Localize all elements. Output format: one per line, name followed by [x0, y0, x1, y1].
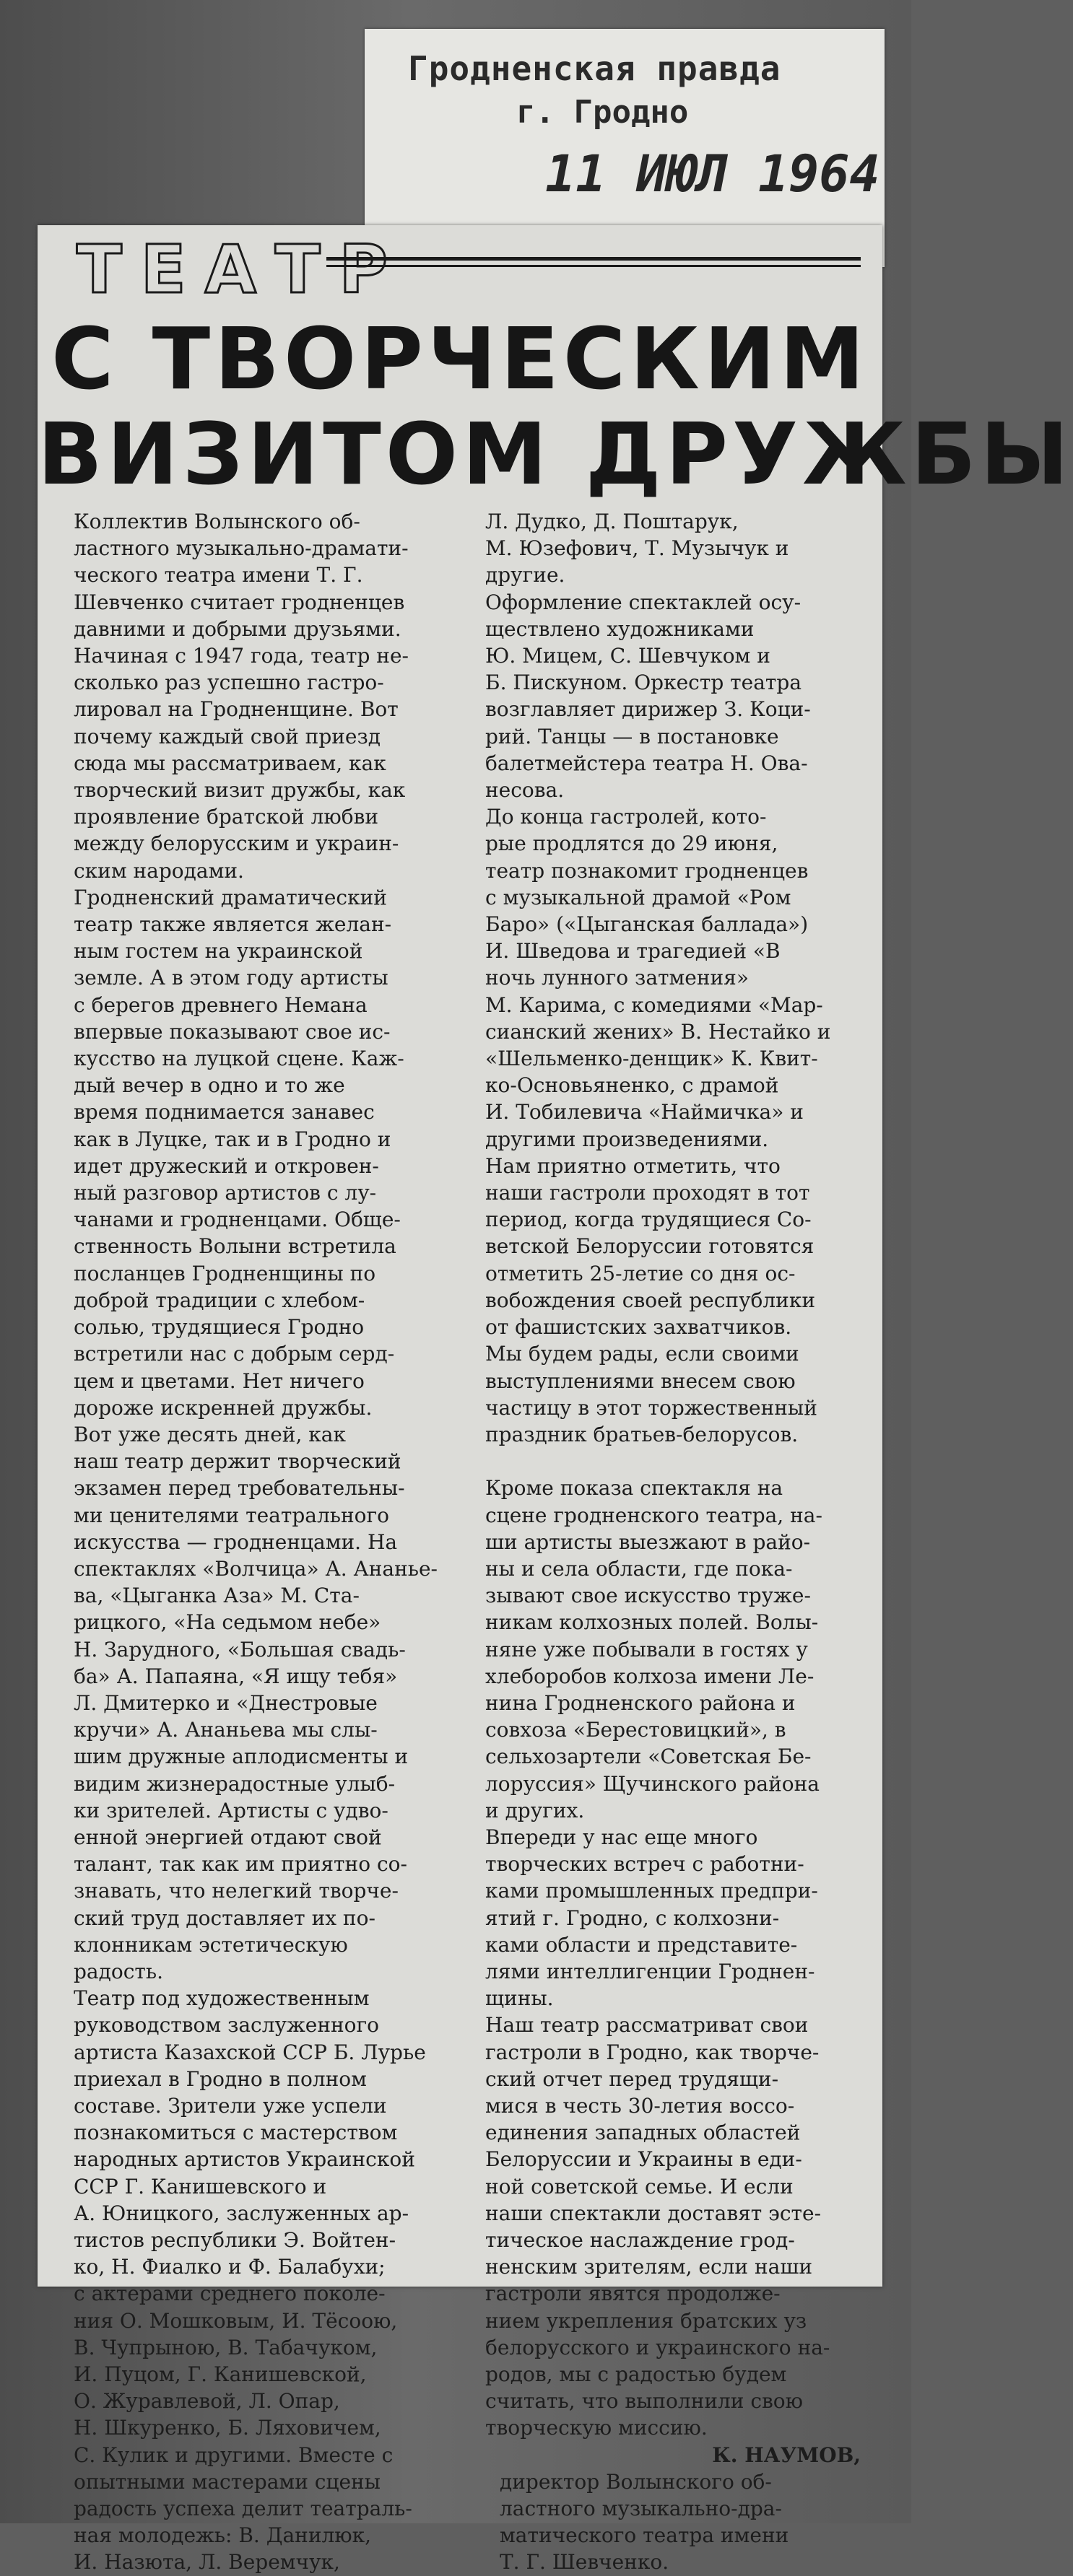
article-line: экзамен перед требовательны-: [74, 1476, 405, 1501]
article-line: мися в честь 30-летия воссо-: [485, 2093, 795, 2118]
article-line: творческий визит дружбы, как: [74, 778, 406, 803]
article-line: клонникам эстетическую: [74, 1932, 348, 1957]
article-line: Шевченко считает гродненцев: [74, 590, 405, 614]
article-line: наши спектакли доставят эсте-: [485, 2201, 822, 2225]
article-line: Н. Шкуренко, Б. Ляховичем,: [74, 2416, 381, 2440]
article-line: гастроли в Гродно, как творче-: [485, 2040, 820, 2064]
article-line: никам колхозных полей. Волы-: [485, 1610, 819, 1635]
article-line: балетмейстера театра Н. Ова-: [485, 751, 808, 775]
article-line: ба» А. Папаяна, «Я ищу тебя»: [74, 1664, 398, 1688]
rubric-rule: [326, 257, 861, 267]
stamp-newspaper-name: Гродненская правда: [408, 49, 781, 88]
article-line: сюда мы рассматриваем, как: [74, 751, 386, 775]
article-line: ществлено художниками: [485, 616, 755, 641]
article-line: отметить 25-летие со дня ос-: [485, 1261, 796, 1285]
article-line: Кроме показа спектакля на: [485, 1476, 783, 1501]
article-line: знавать, что нелегкий творче-: [74, 1879, 399, 1903]
article-line: Вот уже десять дней, как: [74, 1422, 346, 1446]
article-line: М. Юзефович, Т. Музычук и: [485, 536, 789, 561]
article-line: почему каждый свой приезд: [74, 724, 381, 748]
article-column-right-body: [485, 508, 861, 2442]
article-line: рицкого, «На седьмом небе»: [74, 1610, 381, 1635]
article-line: ский труд доставляет их по-: [74, 1905, 375, 1930]
article-line: ным гостем на украинской: [74, 939, 363, 964]
article-line: идет дружеский и откровен-: [74, 1153, 379, 1178]
article-line: с берегов древнего Немана: [74, 992, 368, 1017]
newspaper-clipping: [38, 225, 1073, 2575]
article-line: И. Шведова и трагедией «В: [485, 939, 781, 964]
article-line: Наш театр рассматриват свои: [485, 2013, 809, 2038]
article-line: между белорусским и украин-: [74, 831, 399, 856]
article-column-left: [74, 508, 478, 2576]
article-line: Коллектив Волынского об-: [74, 510, 360, 533]
article-line: ки зрителей. Артисты с удво-: [74, 1798, 388, 1822]
article-line: ческого театра имени Т. Г.: [74, 563, 363, 588]
article-line: ная молодежь: В. Данилюк,: [74, 2523, 372, 2548]
article-line: от фашистских захватчиков.: [485, 1315, 792, 1340]
article-line: енной энергией отдают свой: [74, 1825, 382, 1849]
article-line: радость.: [74, 1959, 164, 1983]
article-line: Ю. Мицем, С. Шевчуком и: [485, 644, 770, 668]
article-line: наш театр держит творческий: [74, 1449, 401, 1474]
article-line: Л. Дмитерко и «Днестровые: [74, 1690, 378, 1715]
article-line: гастроли явятся продолже-: [485, 2282, 781, 2306]
article-line: ластного музыкально-драмати-: [74, 536, 409, 561]
article-line: И. Назюта, Л. Веремчук,: [74, 2550, 340, 2575]
article-line: сколько раз успешно гастро-: [74, 671, 384, 695]
article-line: и других.: [485, 1798, 585, 1822]
article-line: проявление братской любви: [74, 805, 379, 829]
article-line: няне уже побывали в гостях у: [485, 1637, 808, 1662]
author-credit: [485, 2468, 861, 2576]
article-line: несова.: [485, 778, 565, 803]
article-line: ния О. Мошковым, И. Тёсоою,: [74, 2308, 398, 2333]
article-line: Впереди у нас еще много: [485, 1825, 758, 1849]
article-line: сианский жених» В. Нестайко и: [485, 1019, 831, 1044]
article-line: совхоза «Берестовицкий», в: [485, 1718, 786, 1742]
article-line: цем и цветами. Нет ничего: [74, 1368, 365, 1393]
article-line: тическое наслаждение грод-: [485, 2228, 795, 2252]
article-line: До конца гастролей, кото-: [485, 805, 767, 829]
article-line: ками промышленных предпри-: [485, 1879, 818, 1903]
article-line: Оформление спектаклей осу-: [485, 590, 802, 614]
article-line: с музыкальной драмой «Ром: [485, 885, 791, 909]
article-line: зывают свое искусство труже-: [485, 1584, 811, 1608]
article-line: нина Гродненского района и: [485, 1690, 796, 1715]
article-line: составе. Зрители уже успели: [74, 2093, 387, 2118]
article-line: ный разговор артистов с лу-: [74, 1181, 377, 1205]
article-line: считать, что выполнили свою: [485, 2389, 804, 2414]
article-line: выступлениями внесем свою: [485, 1368, 796, 1393]
article-line: доброй традиции с хлебом-: [74, 1288, 365, 1312]
article-line: Б. Пискуном. Оркестр театра: [485, 671, 802, 695]
article-line: возглавляет дирижер З. Коци-: [485, 697, 811, 722]
headline-line-2: ВИЗИТОМ ДРУЖБЫ: [38, 404, 1073, 504]
article-line: творческих встреч с работни-: [485, 1852, 804, 1877]
article-line: ной советской семье. И если: [485, 2174, 794, 2199]
article-line: другими произведениями.: [485, 1127, 769, 1151]
article-line: Нам приятно отметить, что: [485, 1153, 781, 1178]
author-credit-line: Т. Г. Шевченко.: [500, 2550, 669, 2575]
article-line: А. Юницкого, заслуженных ар-: [74, 2201, 409, 2225]
article-line: праздник братьев-белорусов.: [485, 1422, 799, 1446]
article-line: ва, «Цыганка Аза» М. Ста-: [74, 1584, 360, 1608]
article-line: посланцев Гродненщины по: [74, 1261, 376, 1285]
article-line: давними и добрыми друзьями.: [74, 616, 401, 641]
article-line: ками области и представите-: [485, 1932, 798, 1957]
article-line: Начиная с 1947 года, театр не-: [74, 644, 409, 668]
article-line: искусства — гродненцами. На: [74, 1529, 398, 1554]
article-line: ненским зрителям, если наши: [485, 2255, 813, 2279]
author-signature: К. НАУМОВ,: [712, 2442, 861, 2467]
article-line: И. Пуцом, Г. Канишевской,: [74, 2362, 367, 2387]
article-line: ми ценителями театрального: [74, 1503, 390, 1527]
article-line: родов, мы с радостью будем: [485, 2362, 787, 2387]
article-line: познакомиться с мастерством: [74, 2121, 398, 2145]
article-line: чанами и гродненцами. Обще-: [74, 1208, 401, 1232]
article-line: лоруссия» Щучинского района: [485, 1771, 820, 1796]
stamp-city: г. Гродно: [516, 94, 689, 131]
section-rubric: ТЕАТР: [77, 231, 407, 308]
article-line: единения западных областей: [485, 2121, 801, 2145]
article-line: видим жизнерадостные улыб-: [74, 1771, 396, 1796]
article-line: сцене гродненского театра, на-: [485, 1503, 822, 1527]
article-line: И. Тобилевича «Наймичка» и: [485, 1100, 804, 1125]
article-line: рий. Танцы — в постановке: [485, 724, 779, 748]
article-line: приехал в Гродно в полном: [74, 2066, 367, 2091]
article-line: лями интеллигенции Гроднен-: [485, 1959, 815, 1983]
article-line: О. Журавлевой, Л. Опар,: [74, 2389, 340, 2414]
article-line: В. Чупрыною, В. Табачуком,: [74, 2335, 378, 2359]
article-line: ши артисты выезжают в райо-: [485, 1529, 811, 1554]
article-line: ко-Основьяненко, с драмой: [485, 1073, 779, 1098]
article-line: земле. А в этом году артисты: [74, 966, 388, 990]
article-line: Театр под художественным: [74, 1986, 370, 2011]
article-line: ко, Н. Фиалко и Ф. Балабухи;: [74, 2255, 386, 2279]
article-line: опытными мастерами сцены: [74, 2469, 381, 2494]
article-line: наши гастроли проходят в тот: [485, 1181, 810, 1205]
article-line: Белоруссии и Украины в еди-: [485, 2147, 802, 2172]
article-line: театр познакомит гродненцев: [485, 858, 809, 883]
article-line: Баро» («Цыганская баллада»): [485, 912, 809, 937]
article-line: ским народами.: [74, 858, 244, 883]
article-line: встретили нас с добрым серд-: [74, 1342, 395, 1366]
article-line: частицу в этот торжественный: [485, 1395, 817, 1420]
article-line: вобождения своей республики: [485, 1288, 816, 1312]
article-line: как в Луцке, так и в Гродно и: [74, 1127, 391, 1151]
article-line: ССР Г. Канишевского и: [74, 2174, 327, 2199]
article-line: Мы будем рады, если своими: [485, 1342, 799, 1366]
article-line: другие.: [485, 563, 565, 588]
article-line: нием укрепления братских уз: [485, 2308, 807, 2333]
article-line: ночь лунного затмения»: [485, 966, 749, 990]
article-line: с актерами среднего поколе-: [74, 2282, 386, 2306]
article-line: ятий г. Гродно, с колхозни-: [485, 1905, 780, 1930]
article-line: тистов республики Э. Войтен-: [74, 2228, 396, 2252]
article-line: хлеборобов колхоза имени Ле-: [485, 1664, 814, 1688]
author-credit-line: ластного музыкально-дра-: [500, 2497, 782, 2521]
article-line: период, когда трудящиеся Со-: [485, 1208, 812, 1232]
article-line: щины.: [485, 1986, 554, 2011]
article-line: С. Кулик и другими. Вместе с: [74, 2442, 394, 2467]
article-line: Л. Дудко, Д. Поштарук,: [485, 510, 739, 533]
article-line: артиста Казахской ССР Б. Лурье: [74, 2040, 426, 2064]
article-line: ветской Белоруссии готовятся: [485, 1234, 814, 1259]
article-line: впервые показывают свое ис-: [74, 1019, 391, 1044]
article-line: [485, 1448, 861, 1475]
article-line: Н. Зарудного, «Большая свадь-: [74, 1637, 406, 1662]
article-line: дый вечер в одно и то же: [74, 1073, 345, 1098]
article-line: белорусского и украинского на-: [485, 2335, 830, 2359]
stamp-date: 11 ИЮЛ 1964: [545, 144, 880, 204]
article-line: театр также является желан-: [74, 912, 392, 937]
article-line: лировал на Гродненщине. Вот: [74, 697, 399, 722]
article-line: шим дружные аплодисменты и: [74, 1745, 409, 1769]
headline-line-1: С ТВОРЧЕСКИМ: [51, 309, 869, 409]
author-credit-line: матического театра имени: [500, 2523, 789, 2548]
article-line: кусство на луцкой сцене. Каж-: [74, 1047, 404, 1071]
article-column-right: [485, 508, 861, 2576]
article-line: спектаклях «Волчица» А. Ананье-: [74, 1556, 438, 1581]
article-line: М. Карима, с комедиями «Мар-: [485, 992, 823, 1017]
article-line: рые продлятся до 29 июня,: [485, 831, 778, 856]
article-line: народных артистов Украинской: [74, 2147, 415, 2172]
article-line: ственность Волыни встретила: [74, 1234, 396, 1259]
article-line: сельхозартели «Советская Бе-: [485, 1745, 812, 1769]
article-line: ский отчет перед трудящи-: [485, 2066, 779, 2091]
article-line: время поднимается занавес: [74, 1100, 375, 1125]
article-line: кручи» А. Ананьева мы слы-: [74, 1718, 378, 1742]
article-line: ны и села области, где пока-: [485, 1556, 793, 1581]
article-line: Гродненский драматический: [74, 885, 387, 909]
author-credit-line: директор Волынского об-: [500, 2469, 772, 2494]
article-line: солью, трудящиеся Гродно: [74, 1315, 365, 1340]
article-line: творческую миссию.: [485, 2416, 708, 2440]
article-line: талант, так как им приятно со-: [74, 1852, 407, 1877]
article-line: дороже искренней дружбы.: [74, 1395, 373, 1420]
article-line: радость успеха делит театраль-: [74, 2497, 412, 2521]
article-line: «Шельменко-денщик» К. Квит-: [485, 1047, 818, 1071]
article-line: руководством заслуженного: [74, 2013, 380, 2038]
